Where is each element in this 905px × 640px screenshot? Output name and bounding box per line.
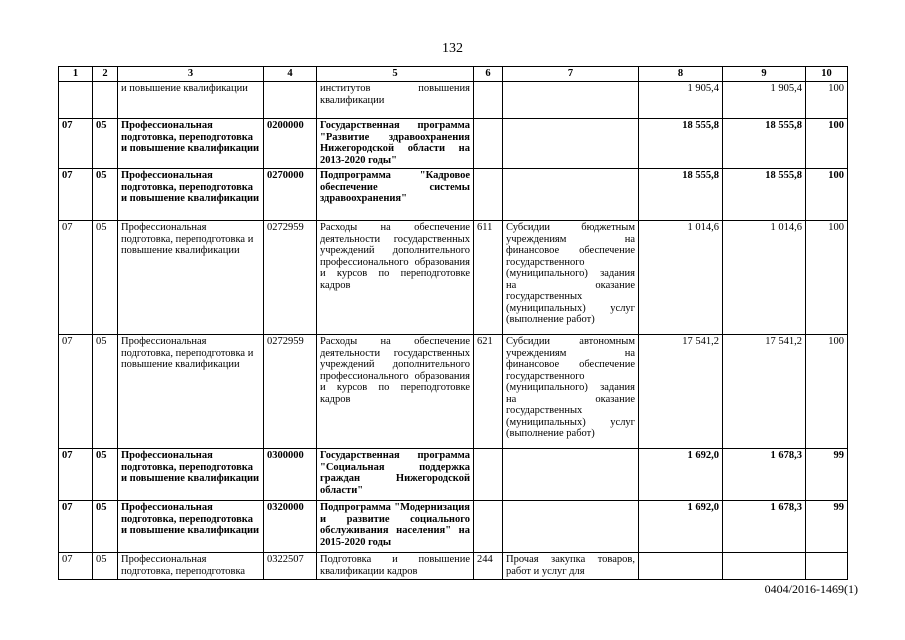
expense-type-name (503, 82, 639, 119)
target-code: 0270000 (264, 169, 317, 221)
column-header: 3 (118, 67, 264, 82)
executed-amount: 1 678,3 (723, 449, 806, 501)
column-header: 4 (264, 67, 317, 82)
executed-amount: 18 555,8 (723, 169, 806, 221)
executed-amount: 17 541,2 (723, 335, 806, 449)
target-name: Подготовка и повышение квалификации кадров (317, 553, 474, 580)
execution-percent: 100 (806, 221, 848, 335)
table-row (59, 119, 848, 169)
planned-amount: 1 014,6 (639, 221, 723, 335)
header-row (59, 67, 848, 82)
planned-amount (639, 553, 723, 580)
subsection-code (93, 82, 118, 119)
execution-percent (806, 553, 848, 580)
execution-percent: 99 (806, 449, 848, 501)
target-code (264, 82, 317, 119)
executed-amount: 18 555,8 (723, 119, 806, 169)
subsection-code: 05 (93, 221, 118, 335)
executed-amount (723, 553, 806, 580)
target-name: Государственная программа "Социальная поддержка граждан Нижегородской области" (317, 449, 474, 501)
target-name: Расходы на обеспечение деятельности государственных учреждений дополнительного профессионального образования и курсов по переподготовке кадров (317, 221, 474, 335)
section-name: Профессиональная подготовка, переподготовка и повышение квалификации (118, 501, 264, 553)
section-code: 07 (59, 335, 93, 449)
section-name: Профессиональная подготовка, переподготовка и повышение квалификации (118, 169, 264, 221)
section-name: Профессиональная подготовка, переподготовка и повышение квалификации (118, 119, 264, 169)
executed-amount: 1 014,6 (723, 221, 806, 335)
section-name: Профессиональная подготовка, переподготовка (118, 553, 264, 580)
expense-type-name: Прочая закупка товаров, работ и услуг для (503, 553, 639, 580)
subsection-code: 05 (93, 553, 118, 580)
table-row (59, 501, 848, 553)
expense-type-name (503, 449, 639, 501)
target-code: 0300000 (264, 449, 317, 501)
column-header: 1 (59, 67, 93, 82)
section-code: 07 (59, 119, 93, 169)
target-name: Подпрограмма "Модернизация и развитие социального обслуживания населения" на 2015-2020 годы (317, 501, 474, 553)
target-code: 0322507 (264, 553, 317, 580)
subsection-code: 05 (93, 449, 118, 501)
section-code: 07 (59, 169, 93, 221)
table-row (59, 169, 848, 221)
section-code: 07 (59, 449, 93, 501)
expense-type-code: 244 (474, 553, 503, 580)
target-code: 0272959 (264, 221, 317, 335)
planned-amount: 1 905,4 (639, 82, 723, 119)
planned-amount: 18 555,8 (639, 119, 723, 169)
execution-percent: 100 (806, 169, 848, 221)
planned-amount: 18 555,8 (639, 169, 723, 221)
section-code: 07 (59, 553, 93, 580)
expense-type-name (503, 169, 639, 221)
table-row (59, 335, 848, 449)
column-header: 8 (639, 67, 723, 82)
expense-type-code (474, 449, 503, 501)
expense-type-code: 611 (474, 221, 503, 335)
expense-type-code: 621 (474, 335, 503, 449)
target-code: 0272959 (264, 335, 317, 449)
section-name: Профессиональная подготовка, переподготовка и повышение квалификации (118, 335, 264, 449)
column-header: 10 (806, 67, 848, 82)
section-name: Профессиональная подготовка, переподготовка и повышение квалификации (118, 449, 264, 501)
table-row (59, 449, 848, 501)
subsection-code: 05 (93, 335, 118, 449)
expense-type-code (474, 501, 503, 553)
page-number: 132 (442, 41, 463, 56)
budget-table (58, 66, 848, 580)
planned-amount: 1 692,0 (639, 449, 723, 501)
expense-type-code (474, 169, 503, 221)
column-header: 5 (317, 67, 474, 82)
planned-amount: 17 541,2 (639, 335, 723, 449)
expense-type-name: Субсидии бюджетным учреждениям на финансовое обеспечение государственного (муниципального) задания на оказание государственных (муниципальных) услуг (выполнение работ) (503, 221, 639, 335)
column-header: 9 (723, 67, 806, 82)
expense-type-code (474, 82, 503, 119)
column-header: 6 (474, 67, 503, 82)
document-code: 0404/2016-1469(1) (764, 582, 858, 596)
table-row (59, 553, 848, 580)
column-header: 7 (503, 67, 639, 82)
target-name: Государственная программа "Развитие здравоохранения Нижегородской области на 2013-2020 годы" (317, 119, 474, 169)
section-code: 07 (59, 501, 93, 553)
section-code (59, 82, 93, 119)
target-name: Расходы на обеспечение деятельности государственных учреждений дополнительного профессионального образования и курсов по переподготовке кадров (317, 335, 474, 449)
executed-amount: 1 905,4 (723, 82, 806, 119)
table-row (59, 221, 848, 335)
execution-percent: 100 (806, 119, 848, 169)
section-name: Профессиональная подготовка, переподготовка и повышение квалификации (118, 221, 264, 335)
table-row (59, 82, 848, 119)
subsection-code: 05 (93, 119, 118, 169)
section-code: 07 (59, 221, 93, 335)
section-name: и повышение квалификации (118, 82, 264, 119)
target-name: институтов повышения квалификации (317, 82, 474, 119)
execution-percent: 100 (806, 82, 848, 119)
expense-type-name (503, 119, 639, 169)
planned-amount: 1 692,0 (639, 501, 723, 553)
target-name: Подпрограмма "Кадровое обеспечение системы здравоохранения" (317, 169, 474, 221)
executed-amount: 1 678,3 (723, 501, 806, 553)
expense-type-name: Субсидии автономным учреждениям на финансовое обеспечение государственного (муниципального) задания на оказание государственных (муниципальных) услуг (выполнение работ) (503, 335, 639, 449)
expense-type-code (474, 119, 503, 169)
execution-percent: 99 (806, 501, 848, 553)
subsection-code: 05 (93, 169, 118, 221)
target-code: 0200000 (264, 119, 317, 169)
expense-type-name (503, 501, 639, 553)
execution-percent: 100 (806, 335, 848, 449)
target-code: 0320000 (264, 501, 317, 553)
column-header: 2 (93, 67, 118, 82)
subsection-code: 05 (93, 501, 118, 553)
